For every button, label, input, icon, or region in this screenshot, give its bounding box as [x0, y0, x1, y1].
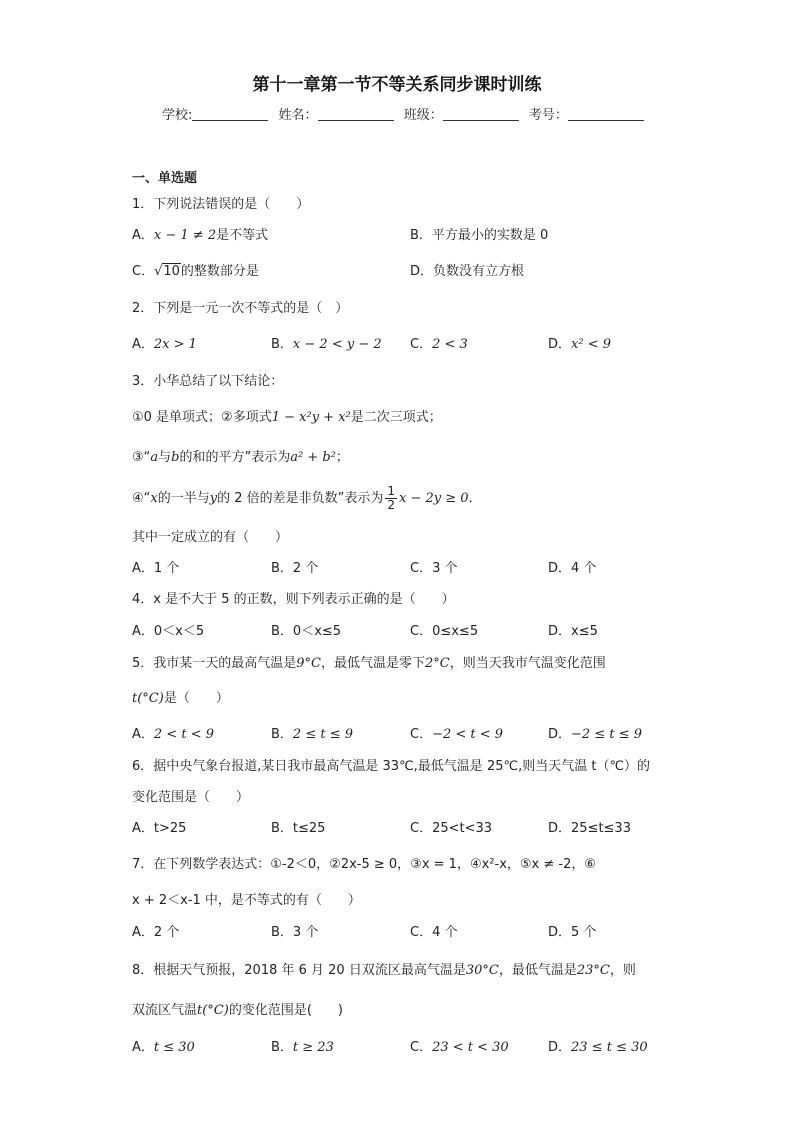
q8-stem-line2	[132, 999, 343, 1018]
q3-l1-text-a: ①0 是单项式；②多项式	[132, 410, 272, 425]
q8-s1-math-low: 23°C	[576, 963, 610, 978]
q2-d-math: x² < 9	[571, 337, 611, 352]
q3-option-c[interactable]: C．3 个	[410, 561, 458, 576]
q5-s1-text-a: 5．我市某一天的最高气温是	[132, 656, 297, 671]
q8-d-math: 23 ≤ t ≤ 30	[571, 1040, 648, 1055]
q2-c-label: C．	[410, 337, 433, 352]
q8-s1-math-high: 30°C	[465, 963, 499, 978]
school-field[interactable]	[192, 107, 268, 121]
q2-option-c[interactable]	[410, 333, 468, 352]
q5-c-label: C．	[410, 727, 433, 742]
q7-stem-line1: 7．在下列数学表达式：①-2＜0，②2x-5 ≥ 0，③x = 1，④x²-x，⑤x ≠ -2，⑥	[132, 857, 597, 872]
q5-s1-math-low: 2°C	[425, 656, 450, 671]
q5-a-label: A．	[132, 727, 154, 742]
q2-d-label: D．	[548, 337, 572, 352]
q8-d-label: D．	[548, 1040, 572, 1055]
q2-c-math: 2 < 3	[432, 337, 468, 352]
q5-a-math: 2 < t < 9	[153, 727, 214, 742]
q8-option-a[interactable]	[132, 1036, 195, 1055]
q2-stem: 2．下列是一元一次不等式的是（ ）	[132, 301, 349, 316]
q5-s2-math: t(°C)	[132, 691, 164, 706]
q6-stem-line1: 6．据中央气象台报道,某日我市最高气温是 33℃,最低气温是 25℃,则当天气温 t（℃）的	[132, 759, 651, 774]
q8-option-d[interactable]	[548, 1036, 648, 1055]
q6-option-b[interactable]: B．t≤25	[271, 821, 326, 836]
q5-d-label: D．	[548, 727, 572, 742]
q5-option-d[interactable]	[548, 723, 642, 742]
q5-s2-text: 是（ ）	[163, 691, 229, 706]
q5-option-b[interactable]	[271, 723, 353, 742]
q8-a-label: A．	[132, 1040, 154, 1055]
q7-option-d[interactable]: D．5 个	[548, 925, 597, 940]
q5-option-c[interactable]	[410, 723, 503, 742]
q7-stem-line2: x + 2＜x-1 中，是不等式的有（ ）	[132, 893, 361, 908]
q3-line3	[132, 485, 482, 512]
q3-frac-den: 2	[387, 498, 396, 512]
q3-l3-fraction	[385, 485, 397, 512]
number-field[interactable]	[568, 107, 644, 121]
q6-option-a[interactable]: A．t>25	[132, 821, 187, 836]
q4-option-d[interactable]: D．x≤5	[548, 624, 598, 639]
name-field[interactable]	[318, 107, 394, 121]
q1-option-b[interactable]: B．平方最小的实数是 0	[410, 228, 549, 243]
q5-c-math: −2 < t < 9	[432, 727, 504, 742]
q5-b-label: B．	[271, 727, 293, 742]
q5-option-a[interactable]	[132, 723, 214, 742]
q8-b-math: t ≥ 23	[292, 1040, 334, 1055]
student-info	[162, 104, 650, 123]
q3-option-d[interactable]: D．4 个	[548, 561, 597, 576]
q3-l2-text-c: 的和的平方”表示为	[179, 450, 291, 465]
q3-line1	[132, 406, 442, 425]
q3-l3-text-a: ④“	[132, 491, 151, 506]
q3-frac-num: 1	[387, 484, 396, 498]
q4-option-a[interactable]: A．0＜x＜5	[132, 624, 205, 639]
q3-option-a[interactable]: A．1 个	[132, 561, 180, 576]
q5-s1-math-high: 9°C	[296, 656, 321, 671]
q7-option-a[interactable]: A．2 个	[132, 925, 180, 940]
q2-option-d[interactable]	[548, 333, 611, 352]
q1-stem: 1．下列说法错误的是（ ）	[132, 197, 310, 212]
q4-option-b[interactable]: B．0＜x≤5	[271, 624, 342, 639]
q5-stem-line1	[132, 652, 606, 671]
q1-option-c[interactable]: C．√10的整数部分是	[132, 264, 259, 279]
q2-b-math: x − 2 < y − 2	[292, 337, 382, 352]
q3-l3-text-d: ．	[468, 491, 482, 506]
q8-s2-math: t(°C)	[197, 1003, 229, 1018]
q3-l2-text-a: ③“	[132, 450, 151, 465]
q3-l3-text-b: 的一半与	[157, 491, 210, 506]
q3-l1-text-b: 是二次三项式；	[350, 410, 442, 425]
q8-option-c[interactable]	[410, 1036, 509, 1055]
class-field[interactable]	[443, 107, 519, 121]
q1-c-text: 的整数部分是	[180, 264, 259, 279]
q3-l2-text-b: 与	[158, 450, 172, 465]
q3-l3-math: x − 2y ≥ 0	[399, 491, 469, 506]
q6-option-d[interactable]: D．25≤t≤33	[548, 821, 631, 836]
q8-option-b[interactable]	[271, 1036, 334, 1055]
q3-l3-var-y: y	[209, 491, 218, 506]
q5-s1-text-c: ，则当天我市气温变化范围	[449, 656, 606, 671]
q8-b-label: B．	[271, 1040, 293, 1055]
q2-a-label: A．	[132, 337, 154, 352]
q1-c-label: C．	[132, 264, 155, 279]
name-label: 姓名：	[278, 108, 318, 123]
class-label: 班级：	[403, 108, 443, 123]
q8-s1-text-b: ，最低气温是	[498, 963, 577, 978]
q2-option-a[interactable]	[132, 333, 197, 352]
q2-b-label: B．	[271, 337, 293, 352]
q5-d-math: −2 ≤ t ≤ 9	[571, 727, 642, 742]
q5-b-math: 2 ≤ t ≤ 9	[292, 727, 354, 742]
q3-l1-math: 1 − x²y + x²	[271, 410, 351, 425]
q3-l2-var-a: a	[150, 450, 159, 465]
section-heading: 一、单选题	[132, 171, 198, 186]
q7-option-b[interactable]: B．3 个	[271, 925, 319, 940]
q5-stem-line2	[132, 687, 229, 706]
q4-stem: 4．x 是不大于 5 的正数，则下列表示正确的是（ ）	[132, 592, 455, 607]
q6-stem-line2: 变化范围是（ ）	[132, 790, 250, 805]
q1-option-d[interactable]: D．负数没有立方根	[410, 264, 525, 279]
school-label: 学校:	[162, 108, 193, 123]
page-title: 第十一章第一节不等关系同步课时训练	[252, 75, 542, 95]
q8-c-math: 23 < t < 30	[432, 1040, 509, 1055]
q6-option-c[interactable]: C．25<t<33	[410, 821, 493, 836]
q3-line4: 其中一定成立的有（ ）	[132, 530, 289, 545]
q3-l2-math: a² + b²	[290, 450, 336, 465]
q1-a-label: A．	[132, 228, 154, 243]
q8-stem-line1	[132, 959, 636, 978]
q1-a-math: x − 1 ≠ 2	[153, 228, 217, 243]
q8-a-math: t ≤ 30	[153, 1040, 195, 1055]
q1-a-text: 是不等式	[216, 228, 269, 243]
q2-a-math: 2x > 1	[153, 337, 197, 352]
q7-option-c[interactable]: C．4 个	[410, 925, 458, 940]
q3-stem: 3．小华总结了以下结论：	[132, 374, 284, 389]
q3-l2-var-b: b	[171, 450, 180, 465]
q8-s2-text-a: 双流区气温	[132, 1003, 198, 1018]
q2-option-b[interactable]	[271, 333, 382, 352]
q4-option-c[interactable]: C．0≤x≤5	[410, 624, 479, 639]
q3-l3-var-x: x	[150, 491, 158, 506]
q3-line2	[132, 446, 349, 465]
q8-c-label: C．	[410, 1040, 433, 1055]
q3-l2-text-d: ；	[335, 450, 349, 465]
q3-l3-text-c: 的 2 倍的差是非负数”表示为	[217, 491, 384, 506]
q8-s2-text-b: 的变化范围是( )	[228, 1003, 343, 1018]
q8-s1-text-c: ，则	[609, 963, 636, 978]
q5-s1-text-b: ，最低气温是零下	[321, 656, 426, 671]
q1-c-sqrt: 10	[163, 264, 180, 279]
q3-option-b[interactable]: B．2 个	[271, 561, 319, 576]
q8-s1-text-a: 8．根据天气预报，2018 年 6 月 20 日双流区最高气温是	[132, 963, 466, 978]
number-label: 考号：	[528, 108, 568, 123]
q1-option-a[interactable]	[132, 224, 268, 243]
